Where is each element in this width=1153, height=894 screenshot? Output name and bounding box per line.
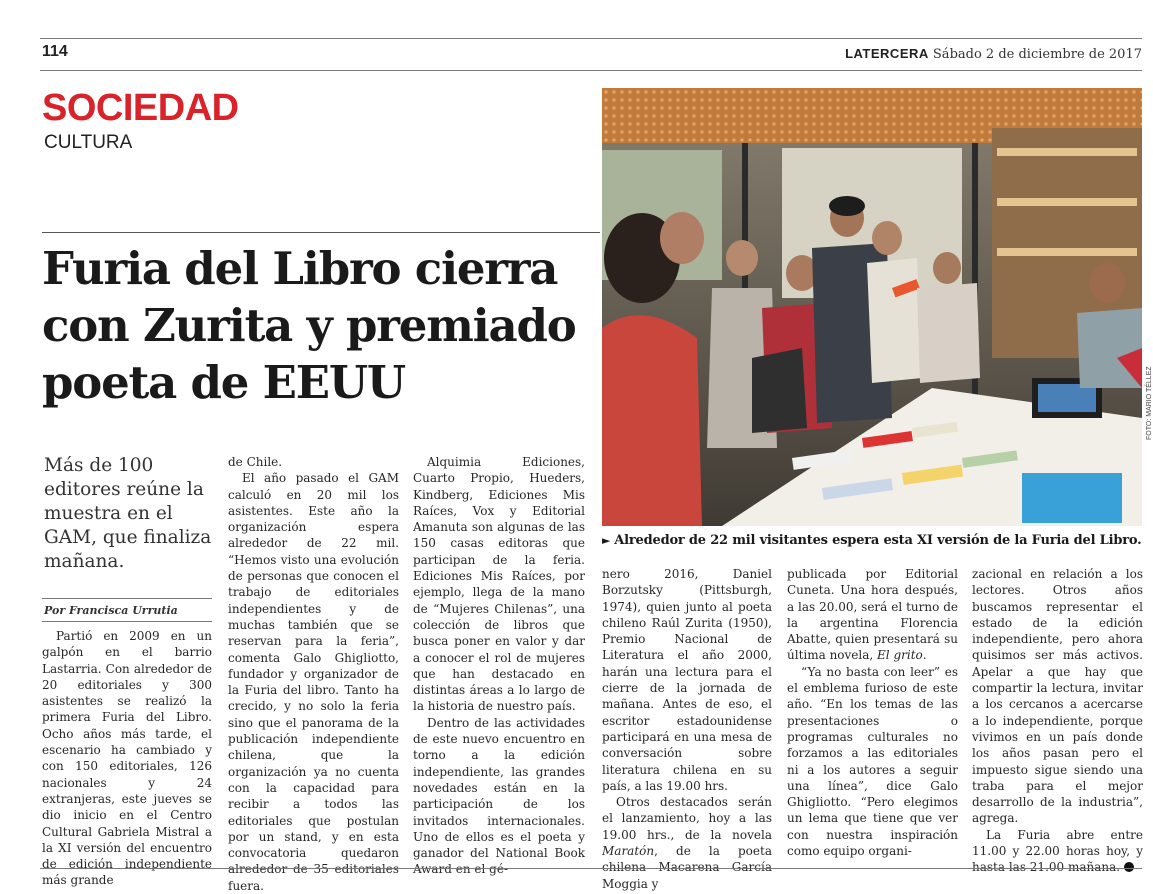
article-column-1 — [42, 628, 212, 889]
photo-caption — [602, 533, 1141, 548]
paragraph: “Ya no basta con leer” es el emblema furioso de este año. “En los temas de las presentaciones o programas culturales no forzamos a las editoriales ni a los autores a seguir una línea”, dice Galo Ghigliotto. “Pero elegimos un lema que tiene que ver con nuestra inspiración como equipo organi- — [787, 664, 958, 859]
text-run: , de la poeta chilena Macarena García Moggia y — [602, 844, 772, 891]
article-photo — [602, 88, 1142, 526]
paragraph — [602, 794, 772, 892]
paragraph — [787, 566, 958, 664]
masthead — [845, 46, 1142, 62]
article-column-2 — [228, 454, 399, 894]
text-run: La Furia abre entre 11.00 y 22.00 horas hoy, y hasta las 21.00 mañana. — [972, 827, 1143, 875]
brand-name: LATERCERA — [845, 46, 929, 61]
paragraph: Alquimia Ediciones, Cuarto Propio, Hueders, Kindberg, Ediciones Mis Raíces, Vox y Editorial Amanuta son algunas de las 150 casas editoras que participan de la feria. Ediciones Mis Raíces, por ejemplo, llega de la mano de “Mujeres Chilenas”, una colección de libros que busca poner en valor y dar a conocer el rol de mujeres que han destacado en distintas áreas a lo largo de la historia de nuestro país. — [413, 455, 585, 714]
byline: Por Francisca Urrutia — [44, 604, 178, 617]
paragraph: de Chile. — [228, 455, 283, 469]
book-title: El grito — [877, 648, 923, 663]
text-run: Otros destacados serán el lanzamiento, hoy a las 19.00 hrs., de la novela — [602, 795, 772, 842]
byline-rule-top — [42, 598, 212, 599]
section-title: SOCIEDAD — [42, 87, 239, 129]
section-subtitle: CULTURA — [44, 132, 133, 153]
article-column-6 — [972, 566, 1143, 876]
article-column-5 — [787, 566, 958, 859]
paragraph: Dentro de las actividades de este nuevo encuentro en torno a la edición independiente, las grandes novedades están en la participación de los invitados internacionales. Uno de ellos es el poeta y ganador del National Book Award en el gé- — [413, 715, 585, 877]
page-number: 114 — [42, 43, 68, 60]
top-rule — [40, 38, 1142, 39]
article-headline: Furia del Libro cierra con Zurita y premiado poeta de EEUU — [42, 242, 576, 409]
caption-text: Alrededor de 22 mil visitantes espera esta XI versión de la Furia del Libro. — [614, 533, 1142, 548]
paragraph: nero 2016, Daniel Borzutsky (Pittsburgh, 1974), quien junto al poeta chileno Raúl Zurita (1950), Premio Nacional de Literatura el año 2000, harán una lectura para el cierre de la jornada de mañana. Antes de eso, el escritor estadounidense participará en una mesa de conversación sobre literatura chilena en su país, a las 19.00 hrs. — [602, 567, 772, 793]
byline-rule-bottom — [42, 621, 212, 622]
header-rule — [40, 70, 1142, 71]
paragraph: zacional en relación a los lectores. Otros años buscamos representar el estado de la edición independiente, pero ahora quisimos ser más activos. Apelar a que hay que compartir la lectura, invitar a los cercanos a acercarse a lo independiente, porque vivimos en un país donde los años pasan pero el impuesto sigue siendo una traba para el mejor desarrollo de la industria”, agrega. — [972, 567, 1143, 826]
caption-marker-icon: ► — [602, 534, 611, 547]
issue-date: Sábado 2 de diciembre de 2017 — [932, 47, 1142, 62]
bottom-rule — [40, 868, 1142, 869]
photo-credit: FOTO: MARIO TÉLLEZ — [1146, 366, 1153, 440]
article-column-3 — [413, 454, 585, 878]
paragraph: El año pasado el GAM calculó en 20 mil los asistentes. Este año la organización espera alrededor de 22 mil. “Hemos visto una evolución de personas que conocen el trabajo de editoriales independientes y de muchas también que se reservan para la feria”, comenta Galo Ghigliotto, fundador y organizador de la Furia del libro. Tanto ha crecido, y no solo la feria sino que el panorama de la publicación independiente chilena, que la organización ya no cuenta con la capacidad para recibir a todos las editoriales que postulan por un stand, y en esta convocatoria quedaron alrededor de 35 editoriales fuera. — [228, 471, 399, 893]
article-column-4 — [602, 566, 772, 892]
book-fair-photo — [602, 88, 1142, 526]
article-deck: Más de 100 editores reúne la muestra en el GAM, que finaliza mañana. — [44, 455, 212, 572]
headline-rule — [42, 232, 600, 233]
text-run: . — [922, 648, 927, 663]
paragraph: Partió en 2009 en un galpón en el barrio Lastarria. Con alrededor de 20 editoriales y 300 asistentes se realizó la primera Furia del Libro. Ocho años más tarde, el escenario ha cambiado y con 150 editoriales, 126 nacionales y 24 extranjeras, este jueves se dio inicio en el Centro Cultural Gabriela Mistral a la XI versión del encuentro de edición independiente más grande — [42, 629, 212, 888]
text-run: publicada por Editorial Cuneta. Una hora después, a las 20.00, será el turno de la argentina Florencia Abatte, quien presentará su última novela, — [787, 567, 958, 663]
book-title: Maratón — [602, 844, 655, 859]
